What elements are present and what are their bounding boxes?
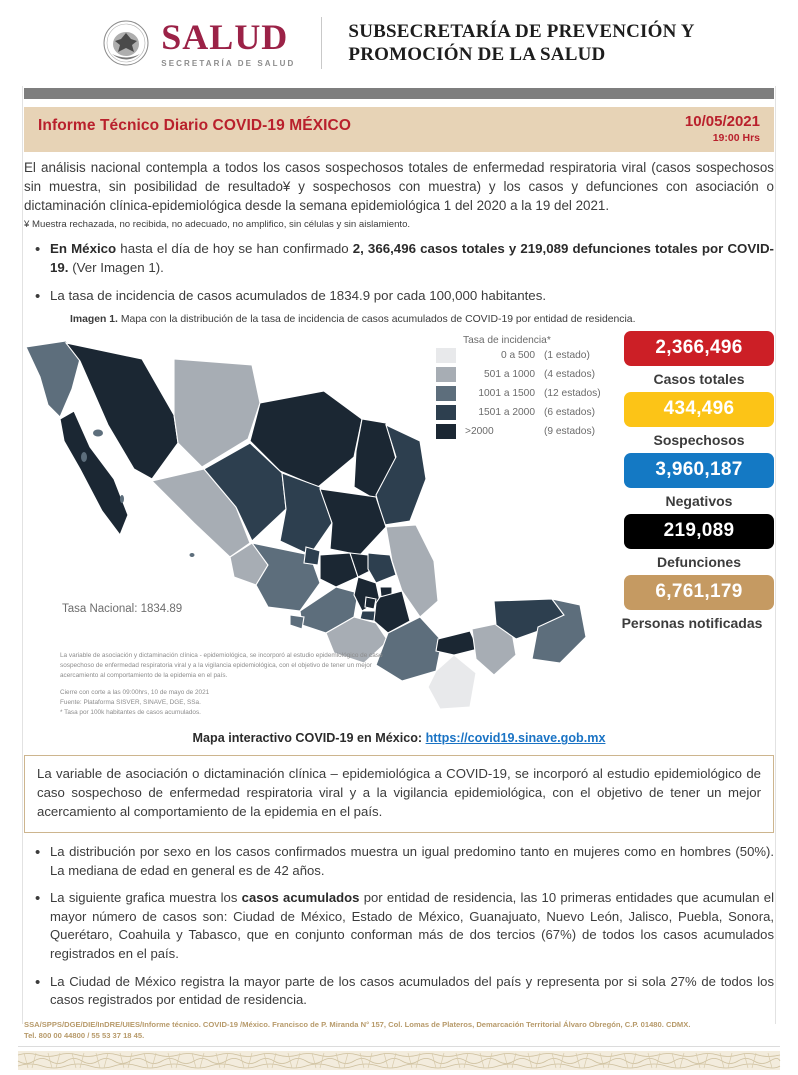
bullet-incidence-rate: • La tasa de incidencia de casos acumulados de 1834.9 por cada 100,000 habitantes.: [34, 287, 774, 306]
report-title: Informe Técnico Diario COVID-19 MÉXICO: [38, 117, 351, 134]
bullet-sex-distribution: • La distribución por sexo en los casos confirmados muestra un igual predomino tanto en mujeres como en hombres (50%). La mediana de edad en general es de 42 años.: [34, 843, 774, 880]
legend-row: [436, 404, 601, 421]
legend-row: [436, 423, 601, 440]
footer-decorative-band: [18, 1051, 780, 1070]
header-grey-bar: [24, 88, 774, 99]
stat-label-sospechosos: Sospechosos: [653, 432, 745, 449]
stat-label-defunciones: Defunciones: [656, 554, 741, 571]
bullet-accumulated-bold: casos acumulados: [241, 890, 360, 906]
stat-box-sospechosos: 434,496: [624, 392, 774, 427]
legend-count: (6 estados): [544, 407, 595, 419]
legend-row: [436, 385, 601, 402]
map-source-line-1: Cierre con corte a las 09:00hrs, 10 de mayo de 2021: [60, 689, 210, 697]
report-title-banner: [24, 107, 774, 152]
interactive-map-url[interactable]: https://covid19.sinave.gob.mx: [425, 731, 606, 746]
map-section: [24, 329, 774, 729]
tasa-nacional-label: Tasa Nacional: 1834.89: [62, 603, 183, 616]
report-date: 10/05/2021: [684, 113, 760, 130]
map-source-line-2: Fuente: Plataforma SISVER, SINAVE, DGE, SSa.: [60, 699, 201, 707]
subsecretaria-title: [348, 20, 694, 66]
bullet-cdmx-share: • La Ciudad de México registra la mayor parte de los casos acumulados del país y representa por si sola 27% de todos los casos registrados por entidad de residencia.: [34, 973, 774, 1010]
legend-range: 1001 a 1500: [478, 388, 535, 400]
stat-label-personas-notificadas: Personas notificadas: [621, 615, 763, 632]
stat-box-defunciones: 219,089: [624, 514, 774, 549]
interactive-map-link-prefix: Mapa interactivo COVID-19 en México:: [192, 731, 426, 746]
legend-swatch-icon: [436, 348, 456, 363]
map-legend: [436, 335, 601, 442]
bullet-numbers-bold: 2, 366,496 casos totales y 219,089 defunciones totales por COVID-19.: [50, 240, 774, 275]
salud-wordmark: [161, 16, 296, 68]
legend-row: [436, 366, 601, 383]
figure-caption-label: Imagen 1.: [70, 314, 118, 326]
bullet-lead-bold: En México: [50, 240, 117, 256]
legend-count: (4 estados): [544, 369, 595, 381]
subsecretaria-line-2: PROMOCIÓN DE LA SALUD: [348, 44, 606, 65]
map-source-line-3: * Tasa por 100k habitantes de casos acumulados.: [60, 709, 201, 717]
page-left-border: [22, 86, 23, 1024]
map-note-text: La variable de asociación y dictaminación clínica - epidemiológica, se incorporó al estudio epidemiológico de caso sospechoso de enfermedad respiratoria viral y a la vigilancia epidemiológica, con el objetivo de tener un mejor acercamiento al comportamiento de la epidemia en el país.: [60, 652, 383, 680]
report-date-block: [685, 114, 760, 144]
salud-title: SALUD: [161, 16, 289, 57]
bullet-accumulated-cases: [34, 889, 774, 963]
salud-subtitle: SECRETARÍA DE SALUD: [161, 58, 296, 68]
brand-block: [103, 17, 295, 69]
report-time: 19:00 Hrs: [712, 131, 760, 144]
stat-box-column: [621, 331, 774, 636]
legend-row: [436, 347, 601, 364]
page-header: [0, 0, 798, 86]
footer-address-block: [24, 1019, 774, 1042]
mexican-eagle-seal-icon: [103, 17, 149, 69]
legend-range: 1501 a 2000: [478, 407, 535, 419]
footer-pattern-icon: [18, 1051, 780, 1070]
header-divider: [321, 17, 322, 69]
figure-caption-text: Mapa con la distribución de la tasa de incidencia de casos acumulados de COVID-19 por entidad de residencia.: [117, 314, 636, 326]
bullet-mid-text: hasta el día de hoy se han confirmado: [116, 240, 353, 256]
figure-caption: [70, 314, 774, 325]
legend-range: >2000: [465, 426, 494, 438]
map-note-block: [60, 651, 390, 718]
intro-paragraph: El análisis nacional contempla a todos los casos sospechosos totales de enfermedad respiratoria viral (casos sospechosos sin muestra, sin posibilidad de resultado¥ y sospechosos con muestra) y los casos y defunciones con asociación o dictaminación clínica-epidemiológica desde la semana epidemiológica 1 del 2020 a la 19 del 2021.: [24, 159, 774, 213]
interactive-map-link-line: [0, 731, 798, 745]
stat-box-personas-notificadas: 6,761,179: [624, 575, 774, 610]
legend-count: (9 estados): [544, 426, 595, 438]
legend-count: (12 estados): [544, 388, 601, 400]
stat-label-casos-totales: Casos totales: [653, 371, 745, 388]
footer-rule: [18, 1046, 780, 1047]
bullet-accumulated-post: por entidad de residencia, las 10 primeras entidades que acumulan el mayor número de casos son: Ciudad de México, Estado de México, Guanajuato, Nuevo León, Jalisco, Puebla, Sonora, Querétaro, Coahuila y Tabasco, que en conjunto conforman más de dos tercios (67%) de todos los casos acumulados registrados en el país.: [50, 890, 774, 961]
stat-box-casos-totales: 2,366,496: [624, 331, 774, 366]
legend-range: 0 a 500: [501, 350, 535, 362]
legend-swatch-icon: [436, 367, 456, 382]
bottom-bullet-list: [34, 843, 774, 1010]
page-right-border: [775, 86, 776, 1024]
legend-swatch-icon: [436, 424, 456, 439]
intro-footnote: ¥ Muestra rechazada, no recibida, no adecuado, no amplifico, sin células y sin aislamiento.: [24, 218, 411, 230]
legend-count: (1 estado): [544, 350, 590, 362]
subsecretaria-line-1: SUBSECRETARÍA DE PREVENCIÓN Y: [348, 20, 695, 42]
footer-line-1: SSA/SPPS/DGE/DIE/InDRE/UIES/Informe técnico. COVID-19 /México. Francisco de P. Miranda N° 157, Col. Lomas de Plateros, Demarcación Territorial Álvaro Obregón, C.P. 01480. CDMX.: [24, 1019, 691, 1029]
footer-line-2: Tel. 800 00 44800 / 55 53 37 18 45.: [24, 1031, 145, 1041]
bullet-tail-text: (Ver Imagen 1).: [68, 259, 164, 275]
bullet-accumulated-pre: La siguiente grafica muestra los: [50, 890, 242, 906]
top-bullet-list: [34, 240, 774, 306]
bullet-confirmed-cases: [34, 240, 774, 278]
legend-range: 501 a 1000: [484, 369, 535, 381]
stat-label-negativos: Negativos: [665, 493, 733, 510]
stat-box-negativos: 3,960,187: [624, 453, 774, 488]
legend-swatch-icon: [436, 386, 456, 401]
legend-title: Tasa de incidencia*: [463, 335, 551, 347]
legend-swatch-icon: [436, 405, 456, 420]
callout-box: La variable de asociación o dictaminación clínica – epidemiológica a COVID-19, se incorporó al estudio epidemiológico de caso sospechoso de enfermedad respiratoria viral y a la vigilancia epidemiológica, con el objetivo de tener un mejor acercamiento al comportamiento de la epidemia en el país.: [24, 755, 774, 833]
